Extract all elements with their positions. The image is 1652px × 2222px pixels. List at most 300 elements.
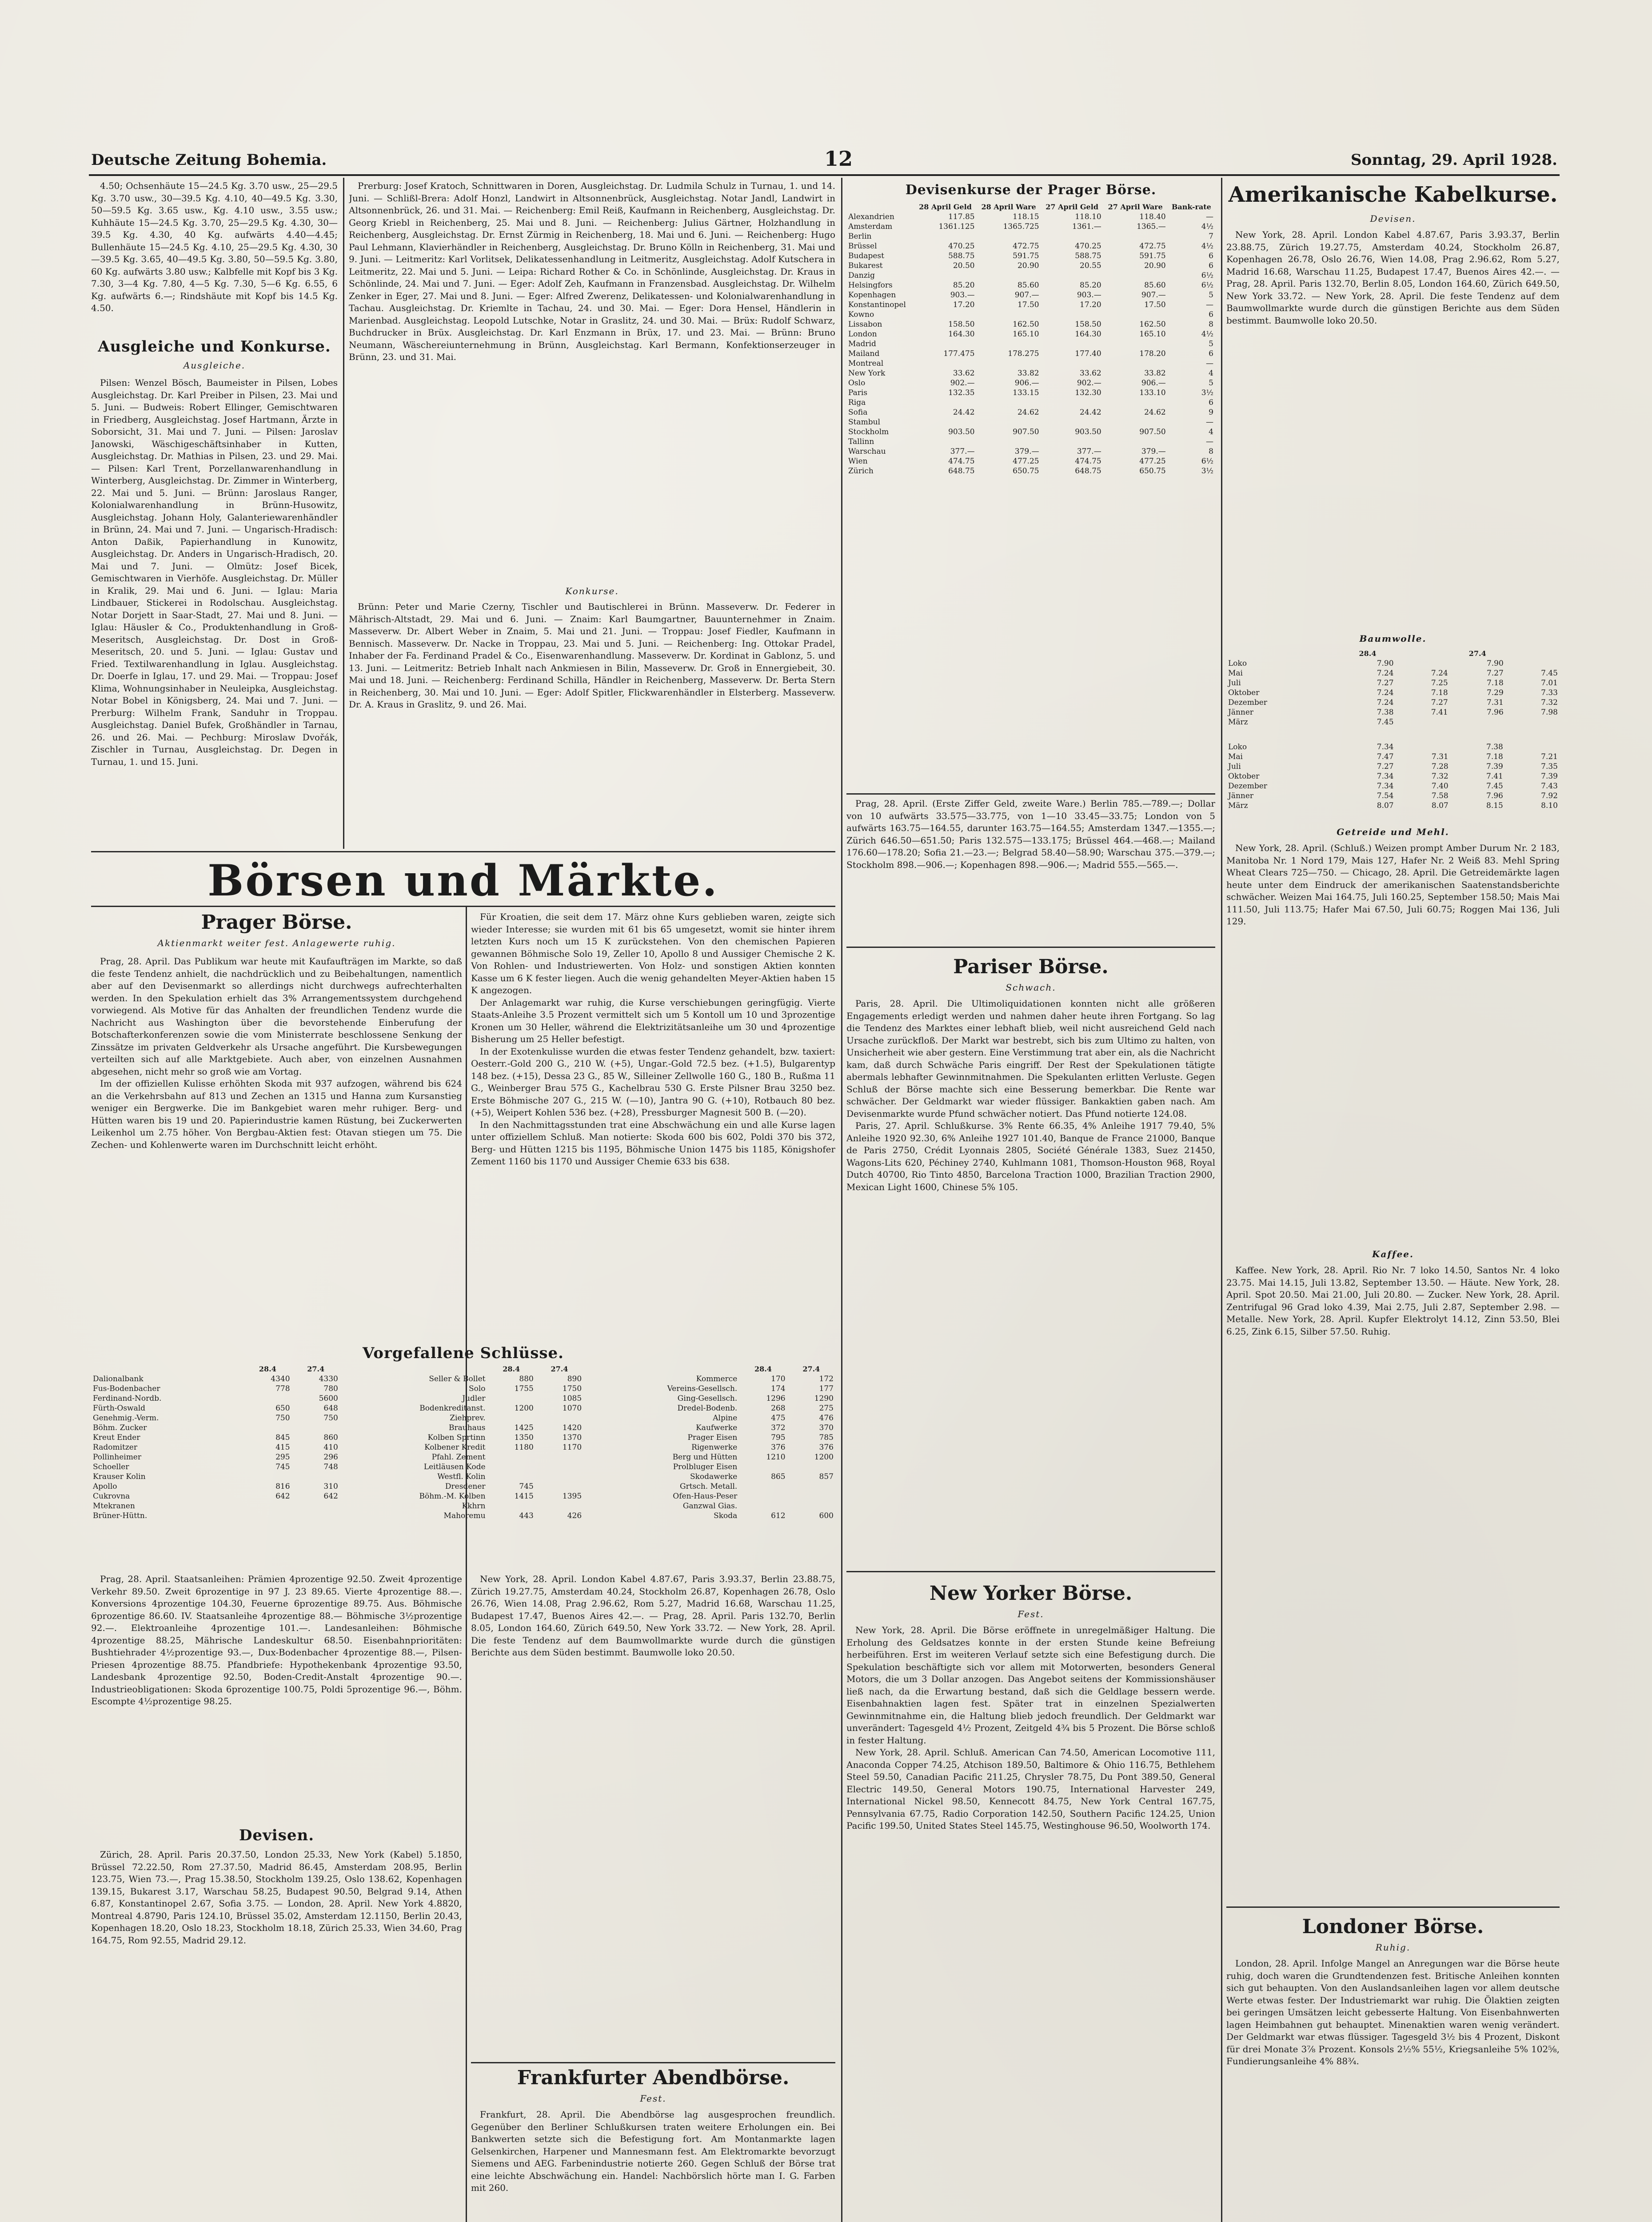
table-cell: Juli — [1228, 762, 1241, 771]
table-cell: Juli — [1228, 679, 1241, 687]
page-number: 12 — [824, 147, 853, 171]
prager-paragraph: In der Exotenkulisse wurden die etwas fester Tendenz gehandelt, bzw. taxiert: Oesterr.-Gold 200 G., 210 W. (+5), Ungar.-Gold 72.5 bez. (+1.5), Bulgarentyp 148 bez. (+15), Dessa 23 G., 85 W., Silleiner Zellwolle 160 G., 180 B., Rußma 11 G., Weinberger Brau 575 G., Kachelbrau 530 G. Erste Pilsner Brau 3250 bez. Erste Böhmische 207 G., 215 W. (—10), Jantra 90 G. (+10), Rotbauch 80 bez. (+5), Weipert Kohlen 536 bez. (+28), Pressburger Magnesit 500 B. (—20). — [471, 1046, 835, 1118]
table-cell: Jänner — [1228, 708, 1254, 717]
table-row — [846, 408, 1215, 417]
table-cell — [487, 1452, 535, 1462]
table-row — [846, 368, 1215, 378]
table-cell: 1361.125 — [938, 222, 975, 231]
table-cell: 7.38 — [1377, 708, 1394, 717]
issue-date: Sonntag, 29. April 1928. — [1350, 151, 1557, 169]
table-cell — [1041, 398, 1103, 408]
table-header-cell — [340, 1364, 487, 1374]
table-cell: 648 — [323, 1404, 338, 1413]
table-cell: März — [1228, 718, 1248, 727]
table-cell: Westfl. Kolin — [437, 1472, 486, 1481]
table-cell — [292, 1423, 340, 1433]
table-cell: 3½ — [1201, 388, 1213, 397]
table-cell: 33.62 — [953, 369, 975, 378]
table-cell: Solo — [468, 1384, 486, 1393]
ausgleiche-continued-text: Prerburg: Josef Kratoch, Schnittwaren in Doren, Ausgleichstag. Dr. Ludmila Schulz in Turnau, 1. und 14. Juni. — Schlißl-Brera: Adolf Honzl, Landwirt in Altsonnenbrück, Ausgleichstag. Notar Jandl, Landwirt in Altsonnenbrück, 26. und 31. Mai. — Reichenberg: Emil Reiß, Kaufmann in Reichenberg, Ausgleichstag. Dr. Georg Kriebl in Reichenberg, 25. Mai und 8. Juni. — Reichenberg: Julius Gärtner, Holzhandlung in Reichenberg, Ausgleichstag. Dr. Ernst Zürmig in Reichenberg, 18. Mai und 6. Juni. — Reichenberg: Hugo Paul Lehmann, Klavierhändler in Reichenberg, Ausgleichstag. Dr. Bruno Kölln in Reichenberg, 31. Mai und 9. Juni. — Leitmeritz: Karl Vorlitsek, Delikatessenhandlung in Leitmeritz, Ausgleichstag. Adolf Kutschera in Leitmeritz, 22. Mai und 5. Juni. — Leipa: Richard Rother & Co. in Schönlinde, Ausgleichstag. Dr. Kraus in Schönlinde, 24. Mai und 7. Juni. — Eger: Adolf Zeh, Kaufmann in Franzensbad. Ausgleichstag. Dr. Wilhelm Zenker in Eger, 27. Mai und 8. Juni. — Eger: Alfred Zwerenz, Delikatessen- und Kolonialwarenhandlung in Tachau. Ausgleichstag. Dr. Kriemlte in Tachau, 24. und 30. Mai. — Eger: Dora Hensel, Händlerin in Marienbad. Ausgleichstag. Leopold Lutschke, Notar in Graslitz, 24. und 30. Mai. — Brüx: Rudolf Schwarz, Buchdrucker in Brüx. Ausgleichstag. Dr. Karl Enzmann in Brüx, 17. und 23. Mai. — Brünn: Bruno Neumann, Wäschereiunternehmung in Brünn, Ausgleichstag. Karl Bermann, Konfektionserzeuger in Brünn, 23. und 31. Mai. — [349, 180, 835, 362]
table-cell: 890 — [567, 1375, 582, 1383]
newyorker-report — [846, 1624, 1215, 2222]
table-header-row — [846, 202, 1215, 212]
table-cell: 4½ — [1201, 242, 1213, 251]
prager-boerse-report — [91, 955, 462, 1342]
pariser-text: Paris, 27. April. Schlußkurse. 3% Rente 66.35, 4% Anleihe 1917 79.40, 5% Anleihe 1920 92.30, 6% Anleihe 1927 101.40, Banque de France 21000, Banque de Paris 2750, Crédit Lyonnais 2805, Société Générale 1383, Suez 21450, Wagons-Lits 620, Péchiney 2740, Kuhlmann 1081, Thomson-Houston 968, Royal Dutch 40700, Rio Tinto 4850, Barcelona Traction 1000, Brazilian Traction 2900, Mexican Light 1600, Chinese 5% 105. — [846, 1120, 1215, 1192]
table-cell: Amsterdam — [848, 222, 893, 231]
table-cell: 7.96 — [1486, 708, 1504, 717]
table-header-cell: 27.4 — [551, 1365, 568, 1373]
table-cell: Pollinheimer — [93, 1453, 141, 1462]
weitere-devisen-text: New York, 28. April. London Kabel 4.87.67, Paris 3.93.37, Berlin 23.88.75, Zürich 19.27.75, Amsterdam 40.24, Stockholm 26.87, Kopenhagen 26.78, Oslo 26.76, Wien 14.08, Prag 2.96.62, Rom 5.27, Madrid 16.68, Warschau 11.25, Budapest 17.47, Buenos Aires 42.—. — Prag, 28. April. Paris 132.70, Berlin 8.05, London 164.60, Zürich 649.50, New York 33.72. — New York, 28. April. Die feste Tendenz auf dem Baumwollmarkte wurde durch die günstigen Berichte aus dem Süden bestimmt. Baumwolle loko 20.50. — [471, 1574, 835, 1658]
vorgefallene-table-wrap — [91, 1364, 835, 1569]
table-cell: 7.32 — [1541, 698, 1558, 707]
table-header-row — [1226, 649, 1560, 659]
table-row — [846, 398, 1215, 408]
table-row — [91, 1394, 835, 1403]
table-row — [846, 349, 1215, 359]
table-cell: 8.15 — [1486, 801, 1503, 810]
table-cell: 845 — [275, 1433, 290, 1442]
table-header-cell: 27.4 — [1468, 649, 1486, 658]
table-cell: 118.10 — [1075, 212, 1101, 221]
table-cell: Alpine — [713, 1414, 738, 1423]
hides-report — [91, 180, 338, 331]
table-cell: 5600 — [319, 1394, 338, 1403]
table-header-cell: 27 April Geld — [1045, 203, 1098, 211]
header-rule — [89, 174, 1560, 176]
table-cell: 177.40 — [1075, 349, 1101, 358]
amerik-subtitle: Devisen. — [1370, 213, 1416, 224]
londoner-title: Londoner Börse. — [1302, 1915, 1484, 1938]
table-cell — [787, 1501, 835, 1511]
table-cell: 6 — [1209, 252, 1213, 260]
table-row — [846, 447, 1215, 456]
table-cell: 165.10 — [1139, 330, 1166, 339]
table-cell: Dredel-Bodenb. — [677, 1404, 738, 1413]
table-row — [91, 1501, 835, 1511]
table-cell — [1103, 339, 1168, 349]
table-cell: 7.96 — [1486, 791, 1503, 800]
table-cell: 7.01 — [1541, 679, 1558, 687]
table-cell: 7.27 — [1486, 669, 1504, 678]
table-cell: Loko — [1228, 659, 1247, 668]
table-cell: 470.25 — [1075, 242, 1101, 251]
table-cell: Pfahl. Zement — [431, 1453, 486, 1462]
table-cell: 477.25 — [1139, 457, 1166, 466]
table-cell: 8 — [1209, 320, 1213, 329]
table-cell: 7.45 — [1541, 669, 1558, 678]
table-cell: Helsingfors — [848, 281, 893, 290]
table-cell: 275 — [819, 1404, 834, 1413]
table-cell — [292, 1472, 340, 1482]
table-cell: 476 — [819, 1414, 834, 1423]
table-cell: Brüssel — [848, 242, 877, 251]
table-cell — [243, 1472, 291, 1482]
table-cell: 907.50 — [1013, 428, 1039, 436]
table-row — [1226, 668, 1560, 678]
baumwolle-table2-wrap — [1226, 742, 1560, 822]
table-cell: — — [1206, 212, 1213, 221]
table-cell — [1041, 310, 1103, 320]
table-cell: 118.15 — [1013, 212, 1039, 221]
table-row — [1226, 688, 1560, 698]
devisen-title: Devisen. — [239, 1826, 315, 1844]
table-cell: Oslo — [848, 379, 866, 388]
table-cell: 7.32 — [1431, 772, 1448, 781]
table-cell: London — [848, 330, 877, 339]
table-cell — [1103, 310, 1168, 320]
table-cell: 902.— — [1077, 379, 1101, 388]
table-cell: 7.98 — [1541, 708, 1558, 717]
table-cell: 588.75 — [948, 252, 975, 260]
table-cell: 903.— — [1077, 291, 1101, 300]
table-cell — [243, 1394, 291, 1403]
getreide-label: Getreide und Mehl. — [1337, 827, 1449, 837]
table-cell: 7.29 — [1486, 688, 1504, 697]
amerik-title: Amerikanische Kabelkurse. — [1228, 182, 1558, 207]
table-row — [91, 1413, 835, 1423]
table-cell: 118.40 — [1139, 212, 1166, 221]
table-cell: 795 — [771, 1433, 786, 1442]
column-rule — [343, 178, 344, 849]
divider — [846, 793, 1215, 795]
table-cell: Dresdener — [445, 1482, 486, 1491]
table-row — [91, 1384, 835, 1394]
table-cell: 474.75 — [948, 457, 975, 466]
table-cell: Kommerce — [696, 1375, 738, 1383]
baumwolle-table-2 — [1226, 742, 1560, 811]
table-cell: Warschau — [848, 447, 886, 456]
table-cell: 650.75 — [1013, 467, 1039, 476]
table-cell: 172 — [819, 1375, 834, 1383]
devisen-prag-table-wrap — [846, 202, 1215, 789]
table-cell: 903.— — [950, 291, 975, 300]
table-cell — [243, 1501, 291, 1511]
table-cell: Skoda — [714, 1511, 738, 1520]
table-cell: Kaufwerke — [696, 1423, 738, 1432]
table-cell: 907.— — [1014, 291, 1039, 300]
amerik-devisen — [1226, 229, 1560, 629]
vorgefallene-title: Vorgefallene Schlüsse. — [363, 1344, 564, 1362]
table-cell: 8 — [1209, 447, 1213, 456]
table-header-cell: 28.4 — [259, 1365, 276, 1373]
londoner-report — [1226, 1958, 1560, 2222]
table-cell — [535, 1482, 583, 1491]
table-cell: 7 — [1209, 232, 1213, 241]
table-cell: Ferdinand-Nordb. — [93, 1394, 162, 1403]
table-cell — [1103, 398, 1168, 408]
table-cell — [1041, 232, 1103, 241]
baumwolle-table — [1226, 649, 1560, 727]
table-row — [846, 280, 1215, 290]
table-cell — [1041, 271, 1103, 280]
table-cell — [535, 1462, 583, 1472]
table-cell — [977, 232, 1041, 241]
table-cell: 85.60 — [1017, 281, 1039, 290]
table-cell: 470.25 — [948, 242, 975, 251]
table-cell: 7.21 — [1541, 752, 1558, 761]
table-row — [91, 1433, 835, 1443]
pariser-report — [846, 998, 1215, 1567]
table-cell: 7.31 — [1431, 752, 1448, 761]
table-cell: Vereins-Gesellsch. — [667, 1384, 738, 1393]
table-cell — [1041, 417, 1103, 427]
table-cell: 7.34 — [1377, 782, 1394, 791]
table-cell: 7.34 — [1377, 772, 1394, 781]
table-row — [1226, 771, 1560, 781]
table-cell: 85.20 — [953, 281, 975, 290]
table-cell — [1103, 232, 1168, 241]
table-cell: Jänner — [1228, 791, 1254, 800]
table-cell: Mailand — [848, 349, 880, 358]
table-cell: 376 — [771, 1443, 786, 1452]
table-cell: — — [1206, 437, 1213, 446]
table-cell: 377.— — [1077, 447, 1101, 456]
table-cell: Kreut Ender — [93, 1433, 140, 1442]
table-cell: 650 — [275, 1404, 290, 1413]
table-row — [1226, 678, 1560, 688]
table-header-cell — [846, 202, 914, 212]
table-cell — [1103, 271, 1168, 280]
table-cell: 642 — [275, 1492, 290, 1501]
table-cell: 780 — [323, 1384, 338, 1393]
table-cell — [535, 1413, 583, 1423]
valuten-report — [846, 798, 1215, 944]
table-cell — [1041, 359, 1103, 368]
table-cell: 295 — [275, 1453, 290, 1462]
ausgleiche-list — [91, 377, 338, 848]
table-cell: 745 — [275, 1463, 290, 1471]
table-cell: Loko — [1228, 743, 1247, 751]
table-header-cell: 28.4 — [503, 1365, 520, 1373]
table-cell: 7.41 — [1431, 708, 1448, 717]
prager-paragraph: In den Nachmittagsstunden trat eine Abschwächung ein und alle Kurse lagen unter offiziellem Schluß. Man notierte: Skoda 600 bis 602, Poldi 370 bis 372, Berg- und Hütten 1215 bis 1195, Böhmische Union 1475 bis 1185, Königshofer Zement 1160 bis 1170 und Aussiger Chemie 633 bis 638. — [471, 1119, 835, 1167]
table-cell: 1200 — [814, 1453, 834, 1462]
table-cell — [1505, 742, 1560, 752]
table-cell: Krauser Kolin — [93, 1472, 146, 1481]
londoner-subtitle: Ruhig. — [1375, 1942, 1411, 1953]
table-cell: 1420 — [562, 1423, 582, 1432]
prager-paragraph: Der Anlagemarkt war ruhig, die Kurse verschiebungen geringfügig. Vierte Staats-Anleihe 3.5 Prozent vermittelt sich um 5 Kontoll um 10 und 3prozentige Kronen um 30 Heller, während die Elektrizitätsanleihe um 30 und 4prozentige Bisherung um 25 Heller befestigt. — [471, 997, 835, 1044]
table-cell: 600 — [819, 1511, 834, 1520]
table-cell: 477.25 — [1013, 457, 1039, 466]
table-cell: 865 — [771, 1472, 786, 1481]
table-row — [846, 222, 1215, 232]
table-cell — [535, 1452, 583, 1462]
table-cell: Alexandrien — [848, 212, 894, 221]
table-row — [846, 359, 1215, 368]
table-cell: 902.— — [950, 379, 975, 388]
table-cell — [914, 417, 976, 427]
table-cell: 7.38 — [1486, 743, 1503, 751]
table-cell: 7.90 — [1486, 659, 1504, 668]
table-row — [91, 1472, 835, 1482]
table-cell: Tallinn — [848, 437, 874, 446]
table-cell: 857 — [819, 1472, 834, 1481]
table-cell — [487, 1501, 535, 1511]
table-cell: 164.30 — [948, 330, 975, 339]
table-row — [846, 320, 1215, 329]
table-cell: 6½ — [1201, 281, 1213, 290]
table-cell: 17.20 — [1080, 300, 1101, 309]
table-cell: 164.30 — [1075, 330, 1101, 339]
table-header-cell: 28 April Ware — [981, 203, 1036, 211]
table-cell — [739, 1491, 787, 1501]
table-cell: — — [1206, 359, 1213, 368]
table-cell — [1505, 659, 1560, 668]
table-cell: Seller & Bollet — [429, 1375, 486, 1383]
table-cell — [487, 1394, 535, 1403]
table-cell: 642 — [323, 1492, 338, 1501]
table-row — [846, 300, 1215, 310]
table-cell: 9 — [1209, 408, 1213, 417]
table-cell: Madrid — [848, 340, 876, 348]
table-cell: Leitläusen Kode — [423, 1463, 486, 1471]
table-cell: Genehmig.-Verm. — [93, 1414, 159, 1423]
table-cell: 7.24 — [1377, 698, 1394, 707]
table-cell — [1041, 437, 1103, 447]
table-row — [846, 339, 1215, 349]
table-row — [846, 437, 1215, 447]
pariser-title: Pariser Börse. — [953, 955, 1109, 978]
table-cell — [535, 1501, 583, 1511]
table-cell: 33.82 — [1017, 369, 1039, 378]
table-cell: 296 — [323, 1453, 338, 1462]
table-cell: 426 — [567, 1511, 582, 1520]
table-cell: 178.275 — [1008, 349, 1039, 358]
table-cell: Cukrovna — [93, 1492, 130, 1501]
table-cell: 4 — [1209, 428, 1213, 436]
table-cell: 7.18 — [1431, 688, 1448, 697]
paper-name: Deutsche Zeitung Bohemia. — [91, 151, 327, 169]
konkurse-text: Brünn: Peter und Marie Czerny, Tischler und Bautischlerei in Brünn. Masseverw. Dr. Federer in Mährisch-Altstadt, 29. Mai und 6. Juni. — Znaim: Karl Baumgartner, Bauunternehmer in Znaim. Masseverw. Dr. Albert Weber in Znaim, 5. Mai und 21. Juni. — Troppau: Josef Fiedler, Kaufmann in Bennisch. Masseverw. Dr. Nacke in Troppau, 23. Mai und 5. Juni. — Reichenberg: Ing. Ottokar Pradel, Inhaber der Fa. Ferdinand Pradel & Co., Eisenwarenhandlung. Masseverw. Dr. Kordinat in Gablonz, 5. und 13. Juni. — Leitmeritz: Betrieb Inhalt nach Ankmiesen in Bilin, Masseverw. Dr. Groß in Ennergiebeit, 30. Mai und 18. Juni. — Reichenberg: Ferdinand Schilla, Händler in Reichenberg, Masseverw. Dr. Berta Stern in Reichenberg, 30. Mai und 10. Juni. — Eger: Adolf Spitler, Flickwarenhändler in Elsterberg. Masseverw. Dr. A. Kraus in Graslitz, 9. und 26. Mai. — [349, 601, 835, 710]
table-cell: Riga — [848, 398, 866, 407]
table-cell: Stambul — [848, 418, 881, 427]
table-cell — [535, 1472, 583, 1482]
table-cell: 7.92 — [1541, 791, 1558, 800]
baumwolle-table-wrap — [1226, 649, 1560, 738]
devisen-prag-title: Devisenkurse der Prager Börse. — [905, 182, 1157, 198]
divider — [471, 2062, 835, 2063]
table-cell: 7.18 — [1486, 679, 1504, 687]
table-cell: Brauhaus — [449, 1423, 486, 1432]
table-cell: 7.45 — [1486, 782, 1503, 791]
table-cell: Mtekranen — [93, 1502, 135, 1511]
table-cell: 474.75 — [1075, 457, 1101, 466]
table-cell: Judler — [462, 1394, 486, 1403]
table-cell: 1296 — [766, 1394, 786, 1403]
table-cell: Wien — [848, 457, 868, 466]
table-cell: 133.15 — [1013, 388, 1039, 397]
table-row — [846, 427, 1215, 437]
table-cell: 7.54 — [1377, 791, 1394, 800]
table-header-cell — [1505, 649, 1560, 659]
table-cell: Montreal — [848, 359, 884, 368]
table-cell: Grtsch. Metall. — [680, 1482, 738, 1491]
table-cell: 85.20 — [1080, 281, 1101, 290]
table-cell: 85.60 — [1144, 281, 1166, 290]
table-cell: 7.39 — [1486, 762, 1503, 771]
table-header-cell — [1226, 649, 1340, 659]
table-cell: 158.50 — [948, 320, 975, 329]
table-cell: Apollo — [93, 1482, 117, 1491]
getreide-report — [1226, 842, 1560, 1242]
devisen-report — [91, 1849, 462, 2222]
table-cell: 132.35 — [948, 388, 975, 397]
konkurse-list — [349, 601, 835, 847]
table-cell: 177 — [819, 1384, 834, 1393]
table-cell: 6 — [1209, 398, 1213, 407]
table-header-cell — [1396, 649, 1450, 659]
table-row — [1226, 659, 1560, 668]
table-cell: Böhm.-M. Kolben — [419, 1492, 486, 1501]
table-cell — [787, 1462, 835, 1472]
table-cell: 1425 — [514, 1423, 534, 1432]
table-cell: 7.34 — [1377, 743, 1394, 751]
table-cell: Böhm. Zucker — [93, 1423, 147, 1432]
table-cell: 170 — [771, 1375, 786, 1383]
table-cell: 778 — [275, 1384, 290, 1393]
prager-paragraph: Im der offiziellen Kulisse erhöhten Skoda mit 937 aufzogen, während bis 624 an die Verkehrsbahn auf 813 und Zechen an 1315 und Hanna zum Kursanstieg weniger ein Bergwerke. Die im Bankgebiet waren mehr ruhiger. Berg- und Hütten waren bis 19 und 20. Papierindustrie kamen Rüstung, bei Zuckerwerten Leikenhol um 2.75 höher. Von Bergbau-Aktien fest: Otavan stiegen um 75. Die Zechen- und Kohlenwerte waren im Durchschnitt leicht erhöht. — [91, 1078, 462, 1150]
table-cell: 472.75 — [1139, 242, 1166, 251]
table-cell: 745 — [519, 1482, 534, 1491]
table-cell: 7.27 — [1377, 679, 1394, 687]
table-cell: 162.50 — [1139, 320, 1166, 329]
table-row — [1226, 752, 1560, 762]
table-cell: März — [1228, 801, 1248, 810]
table-cell: Dalionalbank — [93, 1375, 144, 1383]
table-cell — [1396, 717, 1450, 727]
table-cell: Oktober — [1228, 772, 1260, 781]
table-cell — [1396, 742, 1450, 752]
table-cell: 376 — [819, 1443, 834, 1452]
table-cell: — — [1206, 418, 1213, 427]
table-cell — [914, 398, 976, 408]
table-row — [846, 456, 1215, 466]
table-cell: 310 — [323, 1482, 338, 1491]
table-cell: 5 — [1209, 379, 1213, 388]
amerik-text: New York, 28. April. London Kabel 4.87.67, Paris 3.93.37, Berlin 23.88.75, Zürich 19.27.75, Amsterdam 40.24, Stockholm 26.87, Kopenhagen 26.78, Oslo 26.76, Wien 14.08, Prag 2.96.62, Rom 5.27, Madrid 16.68, Warschau 11.25, Budapest 17.47, Buenos Aires 42.—. — Prag, 28. April. Paris 132.70, Berlin 8.05, London 164.60, Zürich 649.50, New York 33.72. — New York, 28. April. Die feste Tendenz auf dem Baumwollmarkte wurde durch die günstigen Berichte aus dem Süden bestimmt. Baumwolle loko 20.50. — [1226, 229, 1560, 326]
table-cell: 33.82 — [1144, 369, 1166, 378]
table-header-cell: 27 April Ware — [1108, 203, 1163, 211]
table-cell: 17.50 — [1017, 300, 1039, 309]
table-cell: 903.50 — [948, 428, 975, 436]
valuten-text: Prag, 28. April. (Erste Ziffer Geld, zweite Ware.) Berlin 785.—789.—; Dollar von 10 aufwärts 33.575—33.775, von 1—10 33.45—33.75; London von 5 aufwärts 163.75—164.55, darunter 163.75—164.55; Amsterdam 1347.—1355.—; Zürich 646.50—651.50; Paris 132.575—133.175; Brüssel 464.—468.—; Mailand 176.60—178.20; Sofia 21.—23.—; Belgrad 58.40—58.90; Warschau 375.—379.—; Stockholm 898.—906.—; Kopenhagen 898.—906.—; Madrid 555.—565.—. — [846, 798, 1215, 870]
table-cell: Bodenkreditanst. — [419, 1404, 486, 1413]
pariser-text: Paris, 28. April. Die Ultimoliquidationen konnten nicht alle größeren Engagements erledigt werden und nahmen daher heute ihren Fortgang. So lag die Tendenz des Marktes einer lebhaft blieb, weil nicht ausreichend Geld nach Ursache zurückfloß. Der Markt war bestrebt, sich bis zum Ultimo zu halten, von Unsicherheit wie aber gestern. Eine Verstimmung trat aber ein, als die Nachricht kam, daß durch Schwäche Paris eingriff. Der Rest der Spekulationen tätigte abermals lebhafter Gewinnmitnahmen. Die Spekulanten erlitten Verluste. Gegen Schluß der Börse machte sich eine Besserung bemerkbar. Die Rente war schwächer. Der Geldmarkt war wieder flüssiger. Bankaktien gaben nach. Am Devisenmarkte wurde Pfund schwächer notiert. Das Pfund notierte 124.08. — [846, 998, 1215, 1119]
table-cell: 7.33 — [1541, 688, 1558, 697]
table-cell: 612 — [771, 1511, 786, 1520]
anleihen-text: Prag, 28. April. Staatsanleihen: Prämien 4prozentige 92.50. Zweit 4prozentige Verkehr 89.50. Zweit 6prozentige in 97 J. 23 89.65. Vierte 4prozentige 88.—. Konversions 4prozentige 104.30, Feuerne 6prozentige 89.75. Aus. Böhmische 6prozentige 86.60. IV. Staatsanleihe 4prozentige 88.— Böhmische 3½prozentige 92.—. Elektroanleihe 4prozentige 101.—. Landesanleihen: Böhmische 4prozentige 88.25, Mährische Landeskultur 68.50. Eisenbahnprioritäten: Bushtiehrader 4½prozentige 93.—, Dux-Bodenbacher 4prozentige 88.—, Pilsen-Priesen 4prozentige 88.75. Pfandbriefe: Hypothekenbank 4prozentige 93.50, Landesbank 4prozentige 92.50, Boden-Credit-Anstalt 4prozentige 90.—. Industrieobligationen: Skoda 6prozentige 100.75, Poldi 5prozentige 96.—, Böhm. Escompte 4½prozentige 98.25. — [91, 1574, 462, 1706]
table-row — [91, 1452, 835, 1462]
table-cell — [243, 1511, 291, 1521]
table-cell: 906.— — [1014, 379, 1039, 388]
table-cell — [487, 1462, 535, 1472]
table-cell: 4330 — [319, 1375, 338, 1383]
table-cell: 24.62 — [1017, 408, 1039, 417]
table-cell: 816 — [275, 1482, 290, 1491]
table-cell: 7.40 — [1431, 782, 1448, 791]
table-cell: 8.10 — [1541, 801, 1558, 810]
table-cell: Fus-Bodenbacher — [93, 1384, 160, 1393]
table-cell — [243, 1423, 291, 1433]
frankfurter-subtitle: Fest. — [640, 2093, 666, 2104]
table-cell: 1070 — [562, 1404, 582, 1413]
table-cell: 748 — [323, 1463, 338, 1471]
table-row — [846, 466, 1215, 476]
table-cell: 472.75 — [1013, 242, 1039, 251]
